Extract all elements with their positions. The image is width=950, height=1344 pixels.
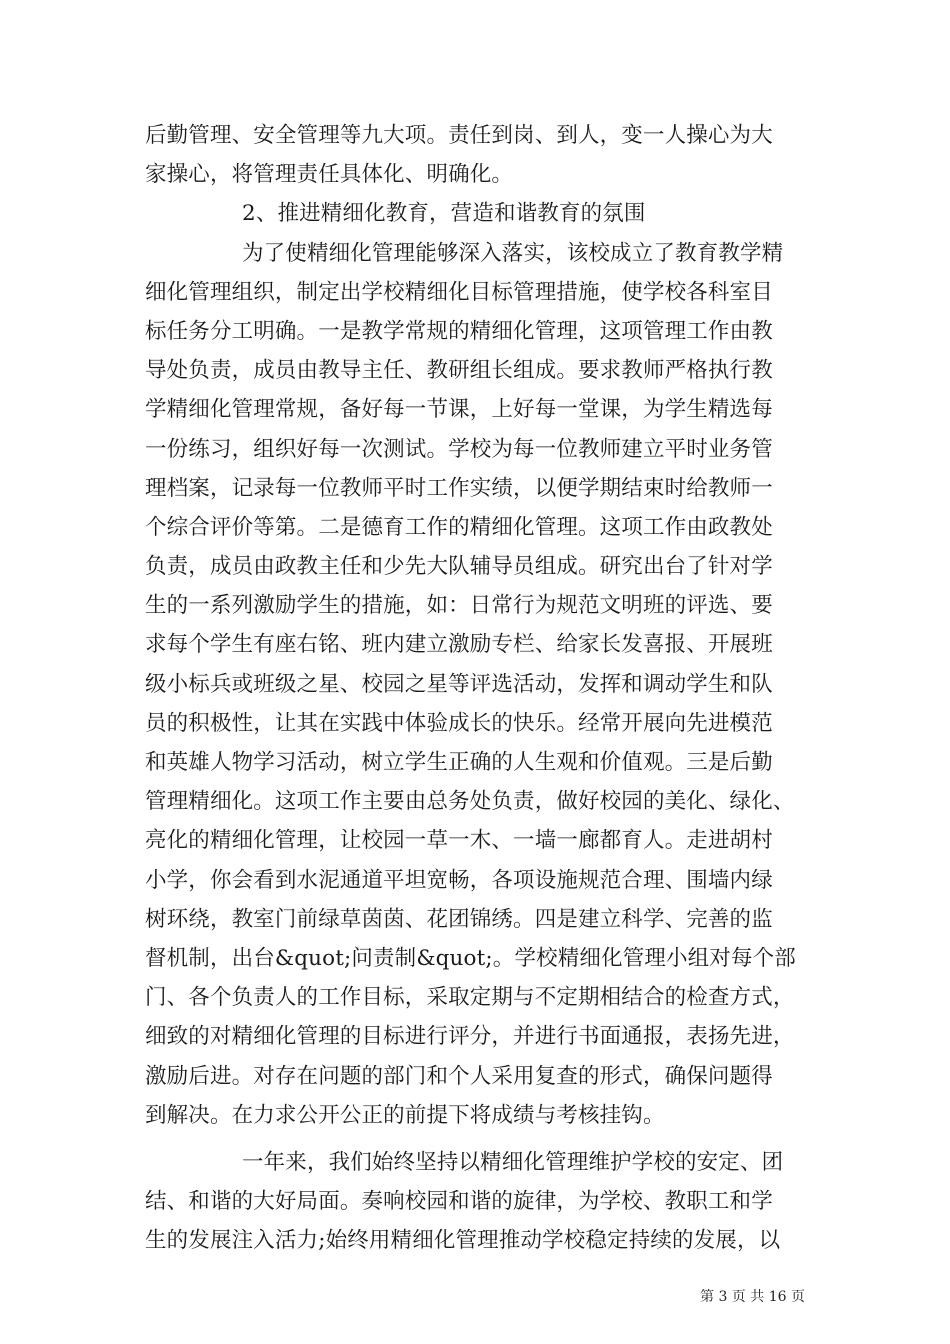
text-line: 学精细化管理常规，备好每一节课，上好每一堂课，为学生精选每 [145,397,773,423]
paragraph-first-line: 一年来，我们始终坚持以精细化管理维护学校的安定、团 [242,1149,784,1175]
text-line: 激励后进。对存在问题的部门和个人采用复查的形式，确保问题得 [145,1063,773,1089]
text-line: 管理精细化。这项工作主要由总务处负责，做好校园的美化、绿化、 [145,789,795,815]
text-line: 亮化的精细化管理，让校园一草一木、一墙一廊都育人。走进胡村 [145,828,773,854]
text-line: 级小标兵或班级之星、校园之星等评选活动，发挥和调动学生和队 [145,671,773,697]
text-line: 和英雄人物学习活动，树立学生正确的人生观和价值观。三是后勤 [145,750,773,775]
section-heading: 2、推进精细化教育，营造和谐教育的氛围 [242,201,646,227]
text-line: 理档案，记录每一位教师平时工作实绩，以便学期结束时给教师一 [145,475,773,501]
text-line: 小学，你会看到水泥通道平坦宽畅，各项设施规范合理、围墙内绿 [145,867,773,893]
paragraph-gap [145,1135,813,1143]
page-number-footer: 第 3 页 共 16 页 [700,1289,805,1305]
text-line: 求每个学生有座右铭、班内建立激励专栏、给家长发喜报、开展班 [145,632,773,658]
text-line: 负责，成员由政教主任和少先大队辅导员组成。研究出台了针对学 [145,554,773,580]
text-line: 一份练习，组织好每一次测试。学校为每一位教师建立平时业务管 [145,436,773,462]
text-line: 导处负责，成员由教导主任、教研组长组成。要求教师严格执行教 [145,358,773,384]
text-line: 到解决。在力求公开公正的前提下将成绩与考核挂钩。 [145,1102,665,1128]
text-line: 门、各个负责人的工作目标，采取定期与不定期相结合的检查方式， [145,985,795,1011]
text-line: 家操心，将管理责任具体化、明确化。 [145,162,514,188]
text-line: 生的一系列激励学生的措施，如：日常行为规范文明班的评选、要 [145,593,773,619]
document-body [145,116,813,1260]
text-line: 督机制，出台&quot;问责制&quot;。学校精细化管理小组对每个部 [145,945,796,971]
paragraph-first-line: 为了使精细化管理能够深入落实，该校成立了教育教学精 [242,240,784,266]
text-line: 生的发展注入活力;始终用精细化管理推动学校稳定持续的发展，以 [145,1228,781,1254]
text-line: 树环绕，教室门前绿草茵茵、花团锦绣。四是建立科学、完善的监 [145,906,773,932]
text-line: 后勤管理、安全管理等九大项。责任到岗、到人，变一人操心为大 [145,123,773,148]
text-line: 个综合评价等第。二是德育工作的精细化管理。这项工作由政教处 [145,514,773,540]
text-line: 员的积极性，让其在实践中体验成长的快乐。经常开展向先进模范 [145,710,773,736]
text-line: 标任务分工明确。一是教学常规的精细化管理，这项管理工作由教 [145,318,773,344]
text-line: 细化管理组织，制定出学校精细化目标管理措施，使学校各科室目 [145,279,773,305]
text-line: 结、和谐的大好局面。奏响校园和谐的旋律，为学校、教职工和学 [145,1189,773,1215]
text-line: 细致的对精细化管理的目标进行评分，并进行书面通报，表扬先进， [145,1024,795,1050]
